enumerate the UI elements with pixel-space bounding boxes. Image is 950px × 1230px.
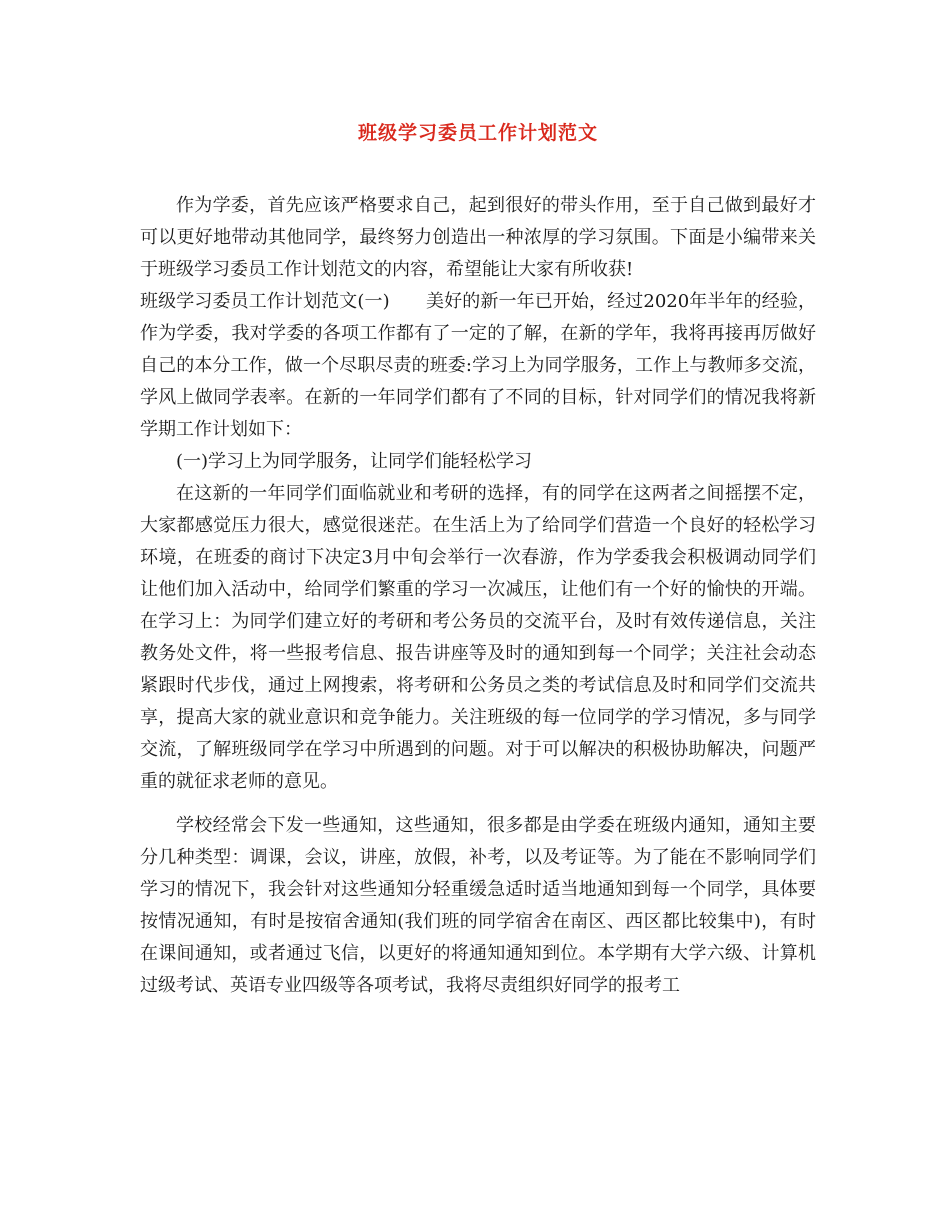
document-body xyxy=(140,190,816,1002)
document-page xyxy=(140,118,816,1002)
paragraph-intro: 作为学委，首先应该严格要求自己，起到很好的带头作用，至于自己做到最好才可以更好地带动其他同学，最终努力创造出一种浓厚的学习氛围。下面是小编带来关于班级学习委员工作计划范文的内容，希望能让大家有所收获! xyxy=(140,195,816,280)
paragraph-study-service: 在这新的一年同学们面临就业和考研的选择，有的同学在这两者之间摇摆不定，大家都感觉压力很大，感觉很迷茫。在生活上为了给同学们营造一个良好的轻松学习环境，在班委的商讨下决定3月中旬会举行一次春游，作为学委我会积极调动同学们让他们加入活动中，给同学们繁重的学习一次减压，让他们有一个好的愉快的开端。在学习上：为同学们建立好的考研和考公务员的交流平台，及时有效传递信息，关注教务处文件，将一些报考信息、报告讲座等及时的通知到每一个同学；关注社会动态紧跟时代步伐，通过上网搜索，将考研和公务员之类的考试信息及时和同学们交流共享，提高大家的就业意识和竞争能力。关注班级的每一位同学的学习情况，多与同学交流，了解班级同学在学习中所遇到的问题。对于可以解决的积极协助解决，问题严重的就征求老师的意见。 xyxy=(140,483,816,792)
paragraph-section-one: 班级学习委员工作计划范文(一) 美好的新一年已开始，经过2020年半年的经验，作为学委，我对学委的各项工作都有了一定的了解，在新的学年，我将再接再厉做好自己的本分工作，做一个尽职尽责的班委:学习上为同学服务，工作上与教师多交流，学风上做同学表率。在新的一年同学们都有了不同的目标，针对同学们的情况我将新学期工作计划如下： xyxy=(140,291,816,440)
document-title: 班级学习委员工作计划范文 xyxy=(357,122,598,144)
paragraph-subheading: (一)学习上为同学服务，让同学们能轻松学习 xyxy=(176,451,533,472)
paragraph-notifications: 学校经常会下发一些通知，这些通知，很多都是由学委在班级内通知，通知主要分几种类型：调课，会议，讲座，放假，补考，以及考证等。为了能在不影响同学们学习的情况下，我会针对这些通知分轻重缓急适时适当地通知到每一个同学，具体要按情况通知，有时是按宿舍通知(我们班的同学宿舍在南区、西区都比较集中)，有时在课间通知，或者通过飞信，以更好的将通知通知到位。本学期有大学六级、计算机过级考试、英语专业四级等各项考试，我将尽责组织好同学的报考工 xyxy=(140,815,816,996)
